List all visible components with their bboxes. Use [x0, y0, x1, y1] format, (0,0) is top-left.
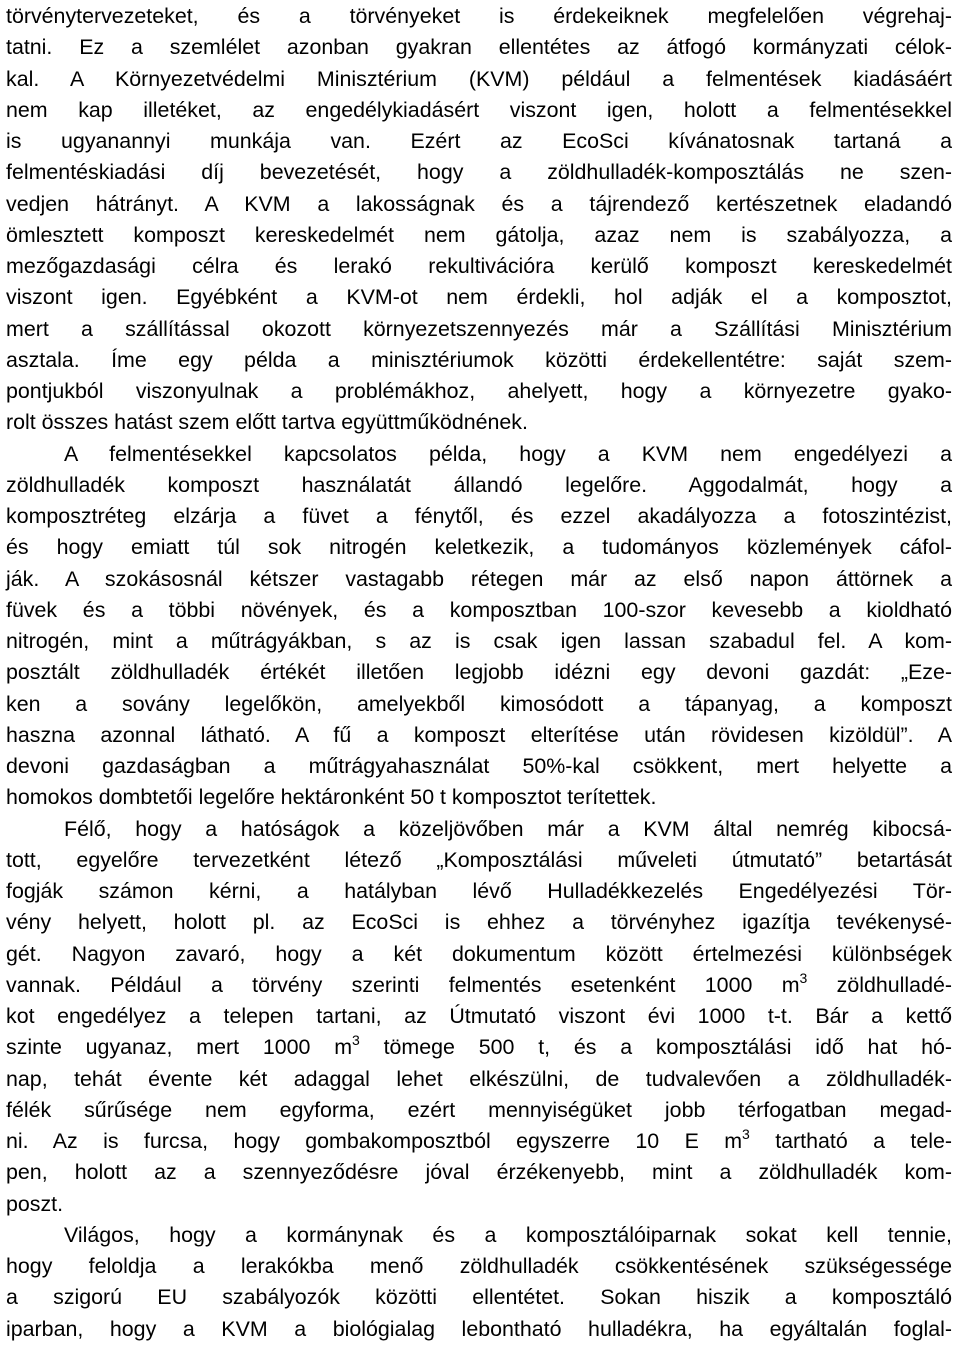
line-text: kot engedélyez a telepen tartani, az Útmutató viszont évi 1000 t-t. Bár a kettő — [6, 1004, 952, 1028]
line-text: tott, egyelőre tervezetként létező „Komposztálási műveleti útmutató” betartását — [6, 847, 952, 872]
line-text: nem kap illetéket, az engedélykiadásért viszont igen, holott a felmentésekkel — [6, 97, 952, 122]
line-text: pontjukból viszonyulnak a problémákhoz, ahelyett, hogy a környezetre gyako- — [6, 379, 952, 403]
line-text: tatni. Ez a szemlélet azonban gyakran ellentétes az átfogó kormányzati célok- — [6, 35, 952, 60]
line-text: vedjen hátrányt. A KVM a lakosságnak és a tájrendező kertészetnek eladandó — [6, 191, 952, 216]
line-text: rolt összes hatást szem előtt tartva együttműködnének. — [6, 410, 528, 435]
line-text: szinte ugyanaz, mert 1000 m — [6, 1035, 353, 1060]
line-text-continued: tömege 500 t, és a komposztálási idő hat hó- — [359, 1035, 952, 1060]
line-text: pen, holott az a szennyeződésre jóval érzékenyebb, mint a zöldhulladék kom- — [6, 1160, 952, 1185]
text-line — [6, 594, 952, 626]
line-text: nap, tehát évente két adaggal lehet elkészülni, de tudvalevően a zöldhulladék- — [6, 1066, 952, 1091]
text-line — [6, 1000, 952, 1032]
paragraph-first-line — [64, 813, 952, 845]
text-line — [6, 1031, 952, 1063]
line-text: kal. A Környezetvédelmi Minisztérium (KVM) például a felmentések kiadásáért — [6, 66, 952, 91]
paragraph-first-line — [64, 438, 952, 470]
line-text: a szigorú EU szabályozók közötti ellentétet. Sokan hiszik a komposztáló — [6, 1285, 952, 1310]
line-text: ni. Az is furcsa, hogy gombakomposztból egyszerre 10 E m — [6, 1129, 743, 1153]
line-text: félék sűrűsége nem egyforma, ezért mennyiségüket jobb térfogatban megad- — [6, 1097, 952, 1122]
line-text: fogják számon kérni, a hatályban lévő Hulladékkezelés Engedélyezési Tör- — [6, 879, 952, 903]
text-line — [6, 906, 952, 938]
line-text: poszt. — [6, 1191, 64, 1216]
text-line — [6, 500, 952, 532]
text-line — [6, 563, 952, 595]
line-text: nitrogén, mint a műtrágyákban, s az is csak igen lassan szabadul fel. A kom- — [6, 629, 952, 653]
text-line — [6, 750, 952, 782]
text-line — [6, 31, 952, 63]
text-line — [6, 375, 952, 407]
line-text: gét. Nagyon zavaró, hogy a két dokumentum között értelmezési különbségek — [6, 941, 952, 966]
line-text: füvek és a többi növények, és a komposztban 100-szor kevesebb a kioldható — [6, 597, 952, 622]
line-text: vény helyett, holott pl. az EcoSci is ehhez a törvényhez igazítja tevékenysé- — [6, 910, 952, 935]
line-text: devoni gazdaságban a műtrágyahasználat 50%-kal csökkent, mert helyette a — [6, 754, 952, 778]
line-text: mezőgazdasági célra és lerakó rekultivációra kerülő komposzt kereskedelmét — [6, 254, 952, 278]
line-text: komposztréteg elzárja a füvet a fénytől, és ezzel akadályozza a fotoszintézist, — [6, 504, 952, 528]
superscript-exponent: 3 — [352, 1032, 360, 1049]
line-text: felmentéskiadási díj bevezetését, hogy a zöldhulladék-komposztálás ne szen- — [6, 160, 952, 185]
text-line — [6, 1250, 952, 1282]
text-line — [6, 1188, 952, 1220]
text-line — [6, 969, 952, 1001]
line-text: zöldhulladék komposzt használatát állandó legelőre. Aggodalmát, hogy a — [6, 472, 952, 497]
text-line — [6, 1063, 952, 1095]
text-line — [6, 1281, 952, 1313]
paragraph-first-line — [64, 1219, 952, 1251]
text-line — [6, 313, 952, 345]
line-text: haszna azonnal látható. A fű a komposzt elterítése után rövidesen kizöldül”. A — [6, 722, 952, 747]
text-line — [6, 250, 952, 282]
line-text: hogy feloldja a lerakókba menő zöldhulladék csökkentésének szükségessége — [6, 1254, 952, 1278]
text-line — [6, 656, 952, 688]
text-line — [6, 1313, 952, 1345]
text-line — [6, 281, 952, 313]
line-text: posztált zöldhulladék értékét illetően legjobb idézni egy devoni gazdát: „Eze- — [6, 660, 952, 685]
text-line — [6, 469, 952, 501]
text-line — [6, 188, 952, 220]
line-text: iparban, hogy a KVM a biológialag lebontható hulladékra, ha egyáltalán foglal- — [6, 1316, 952, 1341]
text-line — [6, 938, 952, 970]
superscript-exponent: 3 — [799, 969, 808, 986]
line-text: ömlesztett komposzt kereskedelmét nem gátolja, azaz nem is szabályozza, a — [6, 222, 952, 247]
text-line — [6, 125, 952, 157]
text-line — [6, 1156, 952, 1188]
superscript-exponent: 3 — [742, 1126, 750, 1142]
text-line — [6, 781, 952, 813]
line-text: A felmentésekkel kapcsolatos példa, hogy a KVM nem engedélyezi a — [64, 441, 952, 466]
line-text: asztala. Íme egy példa a minisztériumok közötti érdekellentétre: saját szem- — [6, 347, 952, 372]
text-line — [6, 406, 952, 438]
line-text: vannak. Például a törvény szerinti felmentés esetenként 1000 m — [6, 972, 800, 997]
text-line — [6, 344, 952, 376]
text-line — [6, 219, 952, 251]
text-line — [6, 156, 952, 188]
text-line — [6, 875, 952, 907]
line-text: ken a sovány legelőkön, amelyekből kimosódott a tápanyag, a komposzt — [6, 691, 952, 716]
line-text: is ugyanannyi munkája van. Ezért az EcoSci kívánatosnak tartaná a — [6, 129, 952, 153]
line-text: mert a szállítással okozott környezetszennyezés már a Szállítási Minisztérium — [6, 316, 952, 341]
text-line — [6, 1125, 952, 1157]
line-text: és hogy emiatt túl sok nitrogén keletkezik, a tudományos közlemények cáfol- — [6, 535, 952, 560]
text-line — [6, 844, 952, 876]
text-line — [6, 688, 952, 720]
line-text: Félő, hogy a hatóságok a közeljövőben már a KVM által nemrég kibocsá- — [64, 816, 952, 841]
line-text-continued: tartható a tele- — [749, 1129, 952, 1153]
text-line — [6, 531, 952, 563]
line-text: homokos dombtetői legelőre hektáronként 50 t komposztot terítettek. — [6, 785, 657, 810]
text-line — [6, 63, 952, 95]
line-text: törvénytervezeteket, és a törvényeket is érdekeiknek megfelelően végrehaj- — [6, 4, 952, 28]
text-line — [6, 0, 952, 32]
line-text: Világos, hogy a kormánynak és a komposztálóiparnak sokat kell tennie, — [64, 1222, 952, 1247]
text-line — [6, 94, 952, 126]
line-text: ják. A szokásosnál kétszer vastagabb rétegen már az első napon áttörnek a — [6, 566, 952, 591]
text-line — [6, 719, 952, 751]
text-line — [6, 625, 952, 657]
text-line — [6, 1094, 952, 1126]
line-text-continued: zöldhulladé- — [807, 972, 952, 997]
line-text: viszont igen. Egyébként a KVM-ot nem érdekli, hol adják el a komposztot, — [6, 285, 952, 310]
